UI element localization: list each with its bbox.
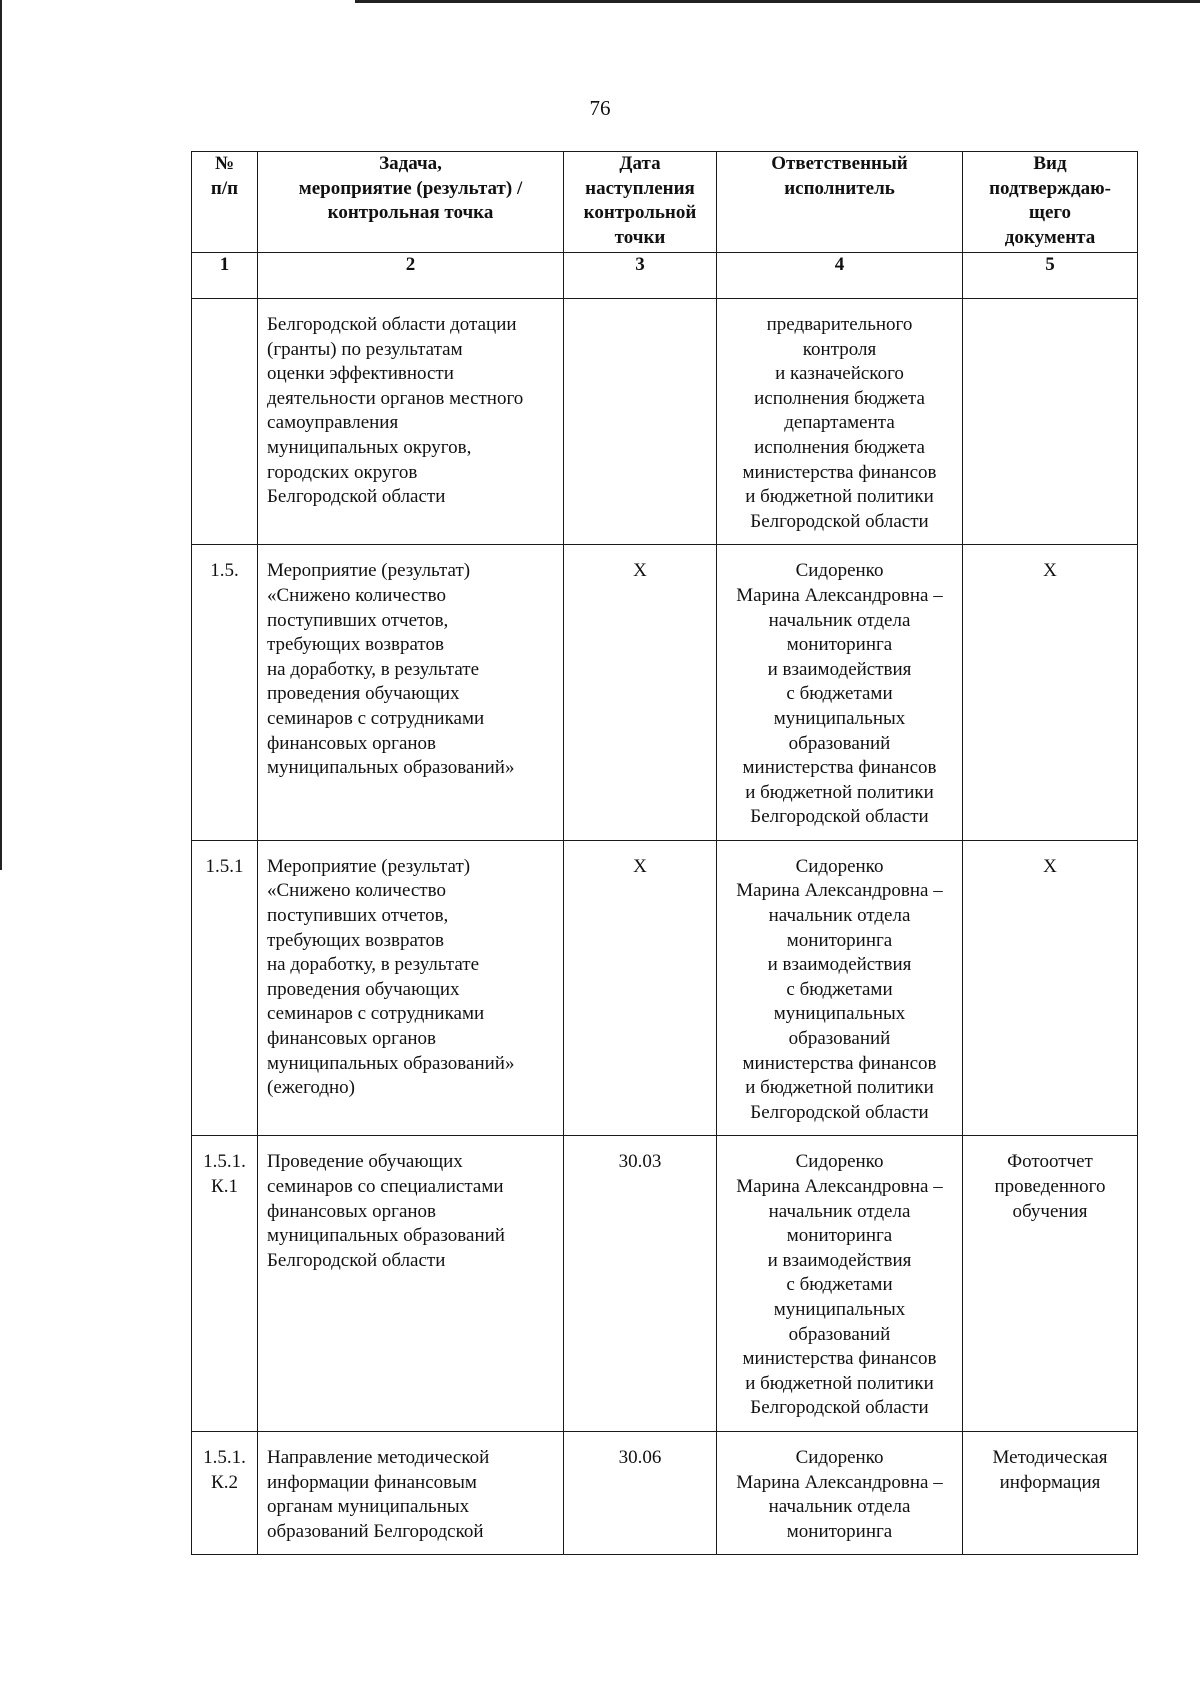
responsible-executor-line: муниципальных xyxy=(773,707,906,729)
responsible-executor-line: начальник отдела xyxy=(768,1200,911,1222)
confirming-document xyxy=(963,545,1138,841)
column-number: 4 xyxy=(717,253,963,299)
task-description-line: городских округов xyxy=(267,461,418,483)
responsible-executor-line: Белгородской области xyxy=(750,510,929,532)
task-description-line: образований Белгородской xyxy=(267,1520,484,1542)
task-description-line: семинаров с сотрудниками xyxy=(267,1003,485,1025)
row-number xyxy=(192,1431,258,1554)
column-number: 5 xyxy=(963,253,1138,299)
responsible-executor xyxy=(717,545,963,841)
confirming-document xyxy=(963,840,1138,1136)
confirming-document-line: информация xyxy=(999,1471,1101,1493)
task-description-line: информации финансовым xyxy=(267,1471,477,1493)
task-description-line: «Снижено количество xyxy=(267,584,446,606)
confirming-document xyxy=(963,299,1138,545)
responsible-executor-line: с бюджетами xyxy=(786,683,893,705)
header-responsible: Ответственный исполнитель xyxy=(717,152,963,253)
task-description-line: «Снижено количество xyxy=(267,880,446,902)
task-description-line: поступивших отчетов, xyxy=(267,609,449,631)
control-date xyxy=(564,1431,717,1554)
responsible-executor-line: образований xyxy=(788,1323,891,1345)
task-description-line: Белгородской области xyxy=(267,486,446,508)
task-description-line: (гранты) по результатам xyxy=(267,338,463,360)
responsible-executor-line: с бюджетами xyxy=(786,1274,893,1296)
responsible-executor-line: начальник отдела xyxy=(768,1496,911,1518)
header-document-type: Вид подтверждаю- щего документа xyxy=(963,152,1138,253)
scan-left-border-line xyxy=(0,0,2,870)
confirming-document-line: Фотоотчет xyxy=(1007,1151,1093,1173)
responsible-executor-line: с бюджетами xyxy=(786,978,893,1000)
responsible-executor-line: и взаимодействия xyxy=(767,1249,912,1271)
task-description-line: оценки эффективности xyxy=(267,363,454,385)
task-description xyxy=(258,545,564,841)
control-date-line: 30.03 xyxy=(618,1151,662,1173)
table-row xyxy=(192,840,1138,1136)
responsible-executor-line: Марина Александровна – xyxy=(736,584,943,606)
confirming-document-line: проведенного xyxy=(994,1176,1106,1197)
responsible-executor-line: мониторинга xyxy=(786,634,893,656)
table-row xyxy=(192,545,1138,841)
responsible-executor-line: и казначейского xyxy=(775,363,904,385)
responsible-executor-line: мониторинга xyxy=(786,1520,893,1542)
responsible-executor-line: Белгородской области xyxy=(750,806,929,828)
responsible-executor-line: министерства финансов xyxy=(742,1052,937,1074)
task-description-line: органам муниципальных xyxy=(267,1496,470,1518)
responsible-executor-line: и бюджетной политики xyxy=(745,781,934,803)
confirming-document xyxy=(963,1136,1138,1432)
control-date-line: Х xyxy=(633,560,647,582)
responsible-executor xyxy=(717,1136,963,1432)
control-date xyxy=(564,545,717,841)
task-description-line: поступивших отчетов, xyxy=(267,905,449,927)
column-number: 2 xyxy=(258,253,564,299)
responsible-executor-line: Белгородской области xyxy=(750,1101,929,1123)
responsible-executor-line: Сидоренко xyxy=(795,560,884,582)
responsible-executor-line: Марина Александровна – xyxy=(736,1471,943,1493)
task-description-line: проведения обучающих xyxy=(267,978,460,1000)
responsible-executor-line: и бюджетной политики xyxy=(745,486,934,508)
page-number: 76 xyxy=(589,96,611,120)
row-number xyxy=(192,840,258,1136)
responsible-executor-line: исполнения бюджета xyxy=(754,387,925,409)
responsible-executor-line: Сидоренко xyxy=(795,855,884,877)
responsible-executor-line: Сидоренко xyxy=(795,1446,884,1468)
responsible-executor-line: мониторинга xyxy=(786,1225,893,1247)
row-number-line: 1.5. xyxy=(210,560,239,582)
confirming-document-line: обучения xyxy=(1012,1200,1088,1222)
task-description xyxy=(258,1136,564,1432)
responsible-executor-line: министерства финансов xyxy=(742,757,937,779)
responsible-executor-line: контроля xyxy=(802,338,877,360)
table-row xyxy=(192,299,1138,545)
confirming-document-line: Х xyxy=(1043,560,1057,582)
responsible-executor xyxy=(717,299,963,545)
column-number: 3 xyxy=(564,253,717,299)
responsible-executor-line: департамента xyxy=(784,412,895,434)
control-date xyxy=(564,840,717,1136)
task-description-line: на доработку, в результате xyxy=(267,658,480,680)
row-number xyxy=(192,1136,258,1432)
responsible-executor-line: и взаимодействия xyxy=(767,658,912,680)
responsible-executor-line: образований xyxy=(788,1028,891,1050)
task-description-line: (ежегодно) xyxy=(267,1077,356,1099)
header-task: Задача, мероприятие (результат) / контрольная точка xyxy=(258,152,564,253)
task-description-line: деятельности органов местного xyxy=(267,387,524,409)
row-number xyxy=(192,545,258,841)
task-description-line: Проведение обучающих xyxy=(267,1151,463,1173)
task-description-line: на доработку, в результате xyxy=(267,954,480,976)
table-row xyxy=(192,1136,1138,1432)
task-description-line: семинаров со специалистами xyxy=(267,1176,504,1197)
responsible-executor-line: мониторинга xyxy=(786,929,893,951)
scan-top-border-line xyxy=(355,0,1200,3)
header-date: Дата наступления контрольной точки xyxy=(564,152,717,253)
responsible-executor-line: и взаимодействия xyxy=(767,954,912,976)
responsible-executor-line: предварительного xyxy=(766,314,913,335)
responsible-executor-line: начальник отдела xyxy=(768,905,911,927)
confirming-document xyxy=(963,1431,1138,1554)
responsible-executor xyxy=(717,840,963,1136)
confirming-document-line: Х xyxy=(1043,855,1057,877)
task-description-line: муниципальных образований» xyxy=(267,1052,515,1074)
task-description-line: муниципальных образований xyxy=(267,1225,505,1247)
row-number-line: К.1 xyxy=(211,1176,238,1197)
responsible-executor-line: министерства финансов xyxy=(742,1348,937,1370)
responsible-executor xyxy=(717,1431,963,1554)
responsible-executor-line: исполнения бюджета xyxy=(754,436,925,458)
responsible-executor-line: Марина Александровна – xyxy=(736,1176,943,1197)
control-date-line: Х xyxy=(633,855,647,877)
task-description-line: Мероприятие (результат) xyxy=(267,560,471,582)
task-description-line: проведения обучающих xyxy=(267,683,460,705)
responsible-executor-line: Марина Александровна – xyxy=(736,880,943,902)
control-points-table xyxy=(191,151,1138,1555)
control-date xyxy=(564,299,717,545)
column-number-row xyxy=(192,253,1138,299)
task-description-line: Направление методической xyxy=(267,1446,490,1468)
table-header-row xyxy=(192,152,1138,253)
task-description xyxy=(258,1431,564,1554)
control-date-line: 30.06 xyxy=(618,1446,662,1468)
task-description-line: семинаров с сотрудниками xyxy=(267,707,485,729)
task-description-line: самоуправления xyxy=(267,412,399,434)
task-description-line: Мероприятие (результат) xyxy=(267,855,471,877)
responsible-executor-line: муниципальных xyxy=(773,1003,906,1025)
row-number-line: 1.5.1. xyxy=(203,1151,246,1173)
task-description-line: требующих возвратов xyxy=(267,634,444,656)
task-description-line: требующих возвратов xyxy=(267,929,444,951)
table-row xyxy=(192,1431,1138,1554)
responsible-executor-line: и бюджетной политики xyxy=(745,1372,934,1394)
task-description-line: Белгородской области дотации xyxy=(267,314,517,335)
task-description-line: финансовых органов xyxy=(267,732,437,754)
task-description-line: муниципальных округов, xyxy=(267,436,472,458)
task-description-line: финансовых органов xyxy=(267,1200,437,1222)
row-number-line: К.2 xyxy=(211,1471,238,1493)
task-description xyxy=(258,840,564,1136)
responsible-executor-line: Белгородской области xyxy=(750,1397,929,1419)
control-date xyxy=(564,1136,717,1432)
column-number: 1 xyxy=(192,253,258,299)
confirming-document-line: Методическая xyxy=(992,1446,1108,1468)
row-number xyxy=(192,299,258,545)
row-number-line: 1.5.1 xyxy=(205,855,244,877)
responsible-executor-line: образований xyxy=(788,732,891,754)
task-description-line: муниципальных образований» xyxy=(267,757,515,779)
responsible-executor-line: министерства финансов xyxy=(742,461,937,483)
responsible-executor-line: муниципальных xyxy=(773,1298,906,1320)
task-description-line: Белгородской области xyxy=(267,1249,446,1271)
responsible-executor-line: Сидоренко xyxy=(795,1151,884,1173)
responsible-executor-line: и бюджетной политики xyxy=(745,1077,934,1099)
header-num: № п/п xyxy=(192,152,258,253)
task-description xyxy=(258,299,564,545)
row-number-line: 1.5.1. xyxy=(203,1446,246,1468)
responsible-executor-line: начальник отдела xyxy=(768,609,911,631)
task-description-line: финансовых органов xyxy=(267,1028,437,1050)
